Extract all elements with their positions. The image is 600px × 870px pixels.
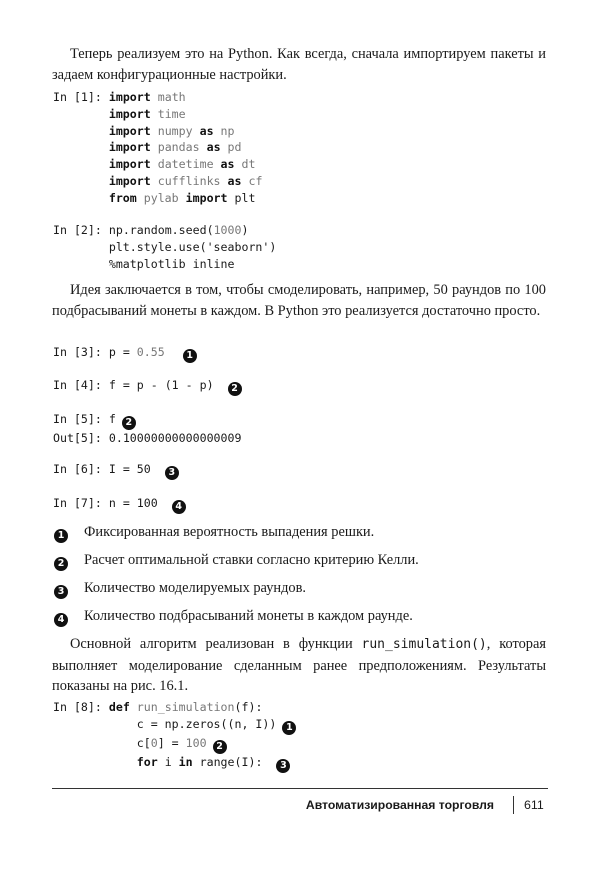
code-module: time bbox=[150, 106, 186, 121]
code-keyword: import bbox=[108, 106, 151, 121]
body-paragraph-2 bbox=[52, 280, 546, 321]
code-number: 100 bbox=[185, 735, 207, 750]
code-line: n = 100 bbox=[108, 496, 158, 510]
callout-note bbox=[54, 522, 544, 543]
callout-marker: 1 bbox=[282, 721, 296, 735]
cell-prompt: In [1]: bbox=[53, 90, 102, 104]
code-cell-5 bbox=[53, 411, 241, 447]
inline-code: run_simulation() bbox=[361, 637, 487, 652]
callout-marker: 4 bbox=[54, 613, 68, 627]
callout-note bbox=[54, 606, 544, 627]
code-keyword: import bbox=[108, 140, 151, 155]
cell-prompt: In [6]: bbox=[53, 462, 102, 476]
code-cell-1 bbox=[53, 89, 262, 207]
code-module: math bbox=[150, 90, 186, 104]
code-line: plt.style.use('seaborn') bbox=[108, 239, 277, 254]
code-cell-4 bbox=[53, 377, 242, 396]
code-line: %matplotlib inline bbox=[108, 256, 235, 271]
code-keyword: import bbox=[108, 173, 151, 188]
code-alias: plt bbox=[227, 190, 256, 205]
code-number: 0 bbox=[150, 735, 158, 750]
paragraph-text: , которая выполняет моделирование сделанным ранее предположениям. Результаты показаны на рис. 16.1. bbox=[52, 636, 546, 694]
body-paragraph-3 bbox=[52, 634, 546, 697]
code-alias: np bbox=[213, 123, 235, 138]
code-module: pylab bbox=[136, 190, 179, 205]
cell-prompt: In [8]: bbox=[53, 700, 102, 714]
callout-marker: 1 bbox=[183, 349, 197, 363]
cell-prompt: In [2]: bbox=[53, 223, 102, 237]
callout-note bbox=[54, 550, 544, 571]
running-footer-title: Автоматизированная торговля bbox=[305, 798, 494, 812]
callout-marker: 2 bbox=[122, 416, 136, 430]
code-alias: dt bbox=[234, 157, 256, 172]
code-line: (f): bbox=[234, 700, 263, 714]
code-number: 1000 bbox=[213, 223, 242, 237]
cell-prompt: In [4]: bbox=[53, 378, 102, 392]
code-keyword: import bbox=[108, 123, 151, 138]
cell-prompt: In [3]: bbox=[53, 345, 102, 359]
code-line: i bbox=[157, 754, 179, 769]
footer-separator bbox=[513, 796, 514, 814]
output-value: 0.10000000000000009 bbox=[108, 431, 242, 445]
note-text: Расчет оптимальной ставки согласно критерию Келли. bbox=[84, 552, 419, 568]
code-alias: pd bbox=[220, 140, 242, 155]
callout-marker: 2 bbox=[228, 382, 242, 396]
note-text: Фиксированная вероятность выпадения решки. bbox=[84, 524, 375, 540]
paragraph-text: Идея заключается в том, чтобы смоделировать, например, 50 раундов по 100 подбрасываний монеты в каждом. В Python это реализуется достаточно просто. bbox=[52, 282, 546, 319]
code-keyword: import bbox=[108, 157, 151, 172]
output-prompt: Out[5]: bbox=[53, 431, 102, 445]
code-module: cufflinks bbox=[150, 173, 221, 188]
callout-marker: 3 bbox=[165, 466, 179, 480]
note-text: Количество моделируемых раундов. bbox=[84, 580, 307, 596]
intro-paragraph bbox=[52, 44, 546, 85]
code-line: c = np.zeros((n, I)) bbox=[136, 716, 277, 731]
code-line: range(I): bbox=[192, 754, 263, 769]
paragraph-text: Основной алгоритм реализован в функции bbox=[70, 636, 362, 652]
cell-prompt: In [7]: bbox=[53, 496, 102, 510]
code-module: numpy bbox=[150, 123, 193, 138]
code-cell-6 bbox=[53, 461, 179, 480]
code-keyword: from bbox=[108, 190, 137, 205]
callout-marker: 1 bbox=[54, 529, 68, 543]
code-keyword: in bbox=[178, 754, 193, 769]
code-keyword: def bbox=[108, 700, 130, 714]
code-line: c[ bbox=[136, 735, 151, 750]
code-keyword: as bbox=[192, 123, 214, 138]
cell-prompt: In [5]: bbox=[53, 412, 102, 426]
code-keyword: import bbox=[108, 90, 151, 104]
code-cell-7 bbox=[53, 495, 186, 514]
code-line: p = bbox=[108, 345, 137, 359]
note-text: Количество подбрасываний монеты в каждом раунде. bbox=[84, 608, 413, 624]
code-keyword: as bbox=[220, 173, 242, 188]
code-cell-8 bbox=[53, 699, 296, 773]
code-line: f bbox=[108, 412, 116, 426]
callout-marker: 3 bbox=[54, 585, 68, 599]
code-cell-2 bbox=[53, 222, 276, 272]
code-keyword: import bbox=[178, 190, 228, 205]
footer-divider bbox=[52, 788, 548, 789]
code-module: pandas bbox=[150, 140, 200, 155]
callout-note bbox=[54, 578, 544, 599]
intro-text: Теперь реализуем это на Python. Как всегда, сначала импортируем пакеты и задаем конфигурационные настройки. bbox=[52, 46, 546, 83]
page-number: 611 bbox=[524, 798, 544, 812]
code-line: f = p - (1 - p) bbox=[108, 378, 214, 392]
code-line: ] = bbox=[157, 735, 186, 750]
code-keyword: as bbox=[213, 157, 235, 172]
code-alias: cf bbox=[241, 173, 263, 188]
code-cell-3 bbox=[53, 344, 197, 363]
callout-marker: 2 bbox=[54, 557, 68, 571]
callout-marker: 3 bbox=[276, 759, 290, 773]
code-keyword: as bbox=[199, 140, 221, 155]
callout-marker: 2 bbox=[213, 740, 227, 754]
code-function-name: run_simulation bbox=[129, 700, 235, 714]
code-module: datetime bbox=[150, 157, 214, 172]
code-number: 0.55 bbox=[136, 345, 165, 359]
code-line: np.random.seed( bbox=[108, 223, 214, 237]
callout-marker: 4 bbox=[172, 500, 186, 514]
code-keyword: for bbox=[136, 754, 158, 769]
code-line: I = 50 bbox=[108, 462, 151, 476]
code-line: ) bbox=[241, 223, 249, 237]
